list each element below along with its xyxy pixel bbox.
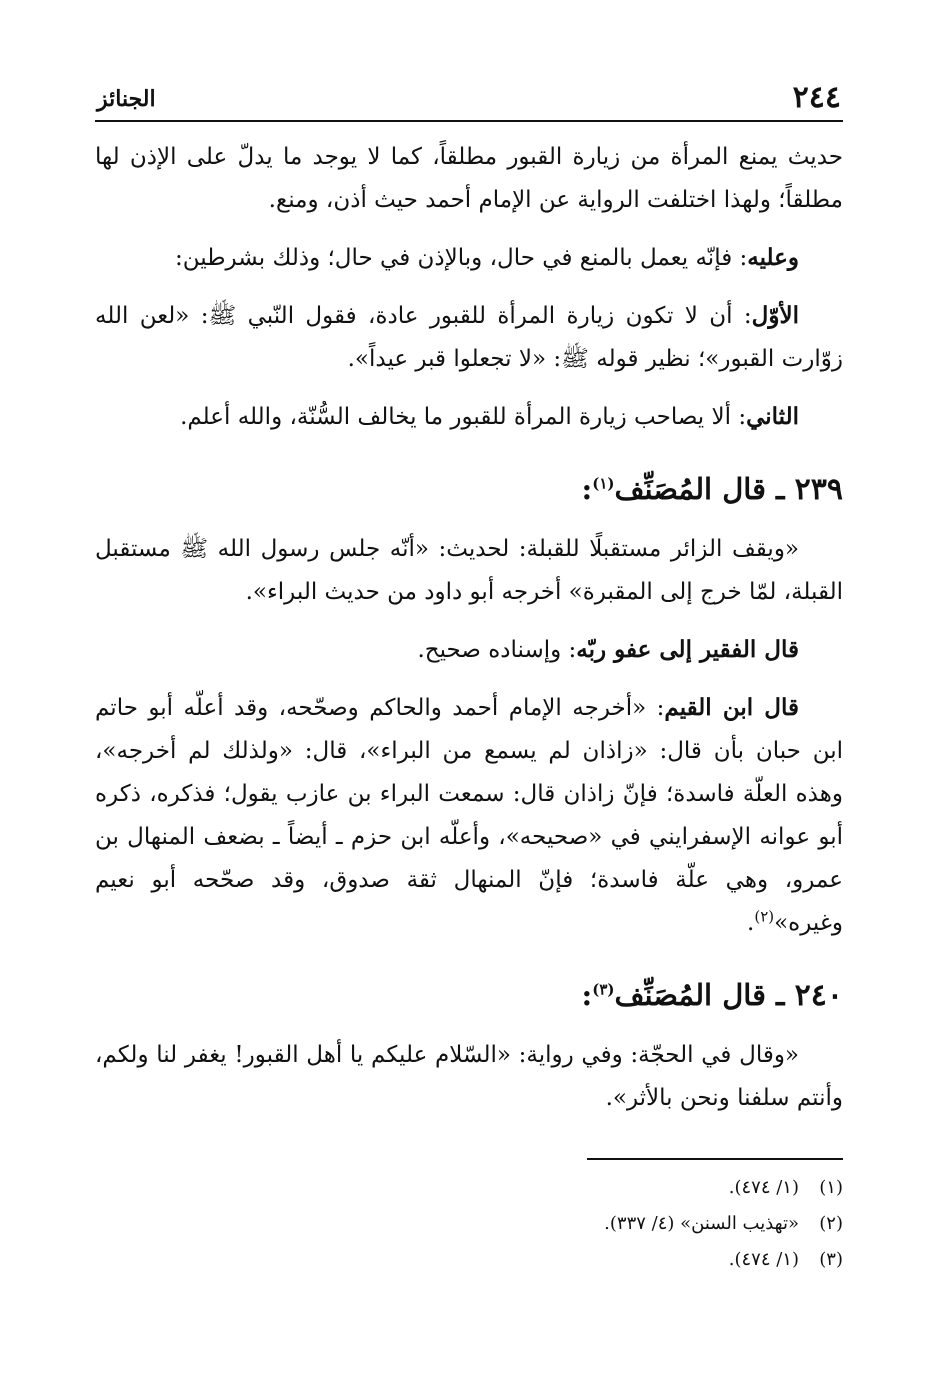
footnote-number: (٢) — [819, 1213, 843, 1234]
paragraph — [95, 395, 843, 439]
paragraph-text: : «أخرجه الإمام أحمد والحاكم وصحّحه، وقد أعلّه أبو حاتم ابن حبان بأن قال: «زاذان لم يسمع من البراء»، قال: «ولذلك لم أخرجه»، وهذه العلّة فاسدة؛ فإنّ زاذان قال: سمعت البراء بن عازب يقول؛ فذكره، ذكره أبو عوانه الإسفرايني في «صحيحه»، وأعلّه ابن حزم ـ أيضاً ـ بضعف المنهال بن عمرو، وهي علّة فاسدة؛ فإنّ المنهال ثقة صدوق، وقد صحّحه أبو نعيم وغيره» — [95, 695, 843, 936]
footnote-number: (٣) — [819, 1249, 843, 1270]
paragraph-text: «وقال في الحجّة: وفي رواية: «السّلام عليكم يا أهل القبور! يغفر لنا ولكم، وأنتم سلفنا ونحن بالأثر». — [95, 1042, 843, 1111]
footnote-divider — [587, 1158, 843, 1160]
paragraph-text: : أن لا تكون زيارة المرأة للقبور عادة، فقول النّبي ﷺ: «لعن الله زوّارت القبور»؛ نظير قوله ﷺ: «لا تجعلوا قبر عيداً». — [95, 303, 843, 372]
section-number: ٢٤٠ — [794, 978, 843, 1013]
footnote-ref: (١) — [592, 474, 615, 493]
section-colon: : — [581, 472, 593, 506]
paragraph-text: : فإنّه يعمل بالمنع في حال، وبالإذن في حال؛ وذلك بشرطين: — [175, 245, 748, 271]
paragraph-lead: قال الفقير إلى عفو ربّه — [576, 636, 799, 663]
footnote-number: (١) — [819, 1177, 843, 1198]
paragraph-text: : ألا يصاحب زيارة المرأة للقبور ما يخالف السُّنّة، والله أعلم. — [180, 404, 747, 430]
footnote-ref: (٣) — [592, 980, 615, 999]
paragraph — [95, 628, 843, 672]
page-number: ٢٤٤ — [792, 80, 841, 115]
paragraph-lead: قال ابن القيم — [664, 694, 800, 721]
footnote-ref: (٢) — [754, 907, 775, 926]
section-title: ـ قال المُصَنِّف — [614, 978, 795, 1012]
section-title: ـ قال المُصَنِّف — [614, 472, 795, 506]
paragraph — [95, 294, 843, 381]
section-colon: : — [581, 978, 593, 1012]
paragraph — [95, 686, 843, 945]
footnote-text: (١/ ٤٧٤). — [728, 1177, 799, 1198]
running-title: الجنائز — [97, 86, 156, 112]
section-number: ٢٣٩ — [794, 472, 843, 507]
footnote — [95, 1206, 843, 1242]
page-header — [95, 70, 843, 122]
paragraph — [95, 528, 843, 614]
paragraph-end: . — [747, 910, 755, 936]
paragraph — [95, 1034, 843, 1120]
paragraph — [95, 136, 843, 222]
footnotes — [95, 1158, 843, 1278]
paragraph-lead: وعليه — [747, 244, 799, 271]
paragraph — [95, 236, 843, 280]
section-heading-239 — [95, 467, 843, 512]
footnote — [95, 1242, 843, 1278]
footnote-text: «تهذيب السنن» (٤/ ٣٣٧). — [604, 1213, 799, 1234]
paragraph-lead: الثاني — [746, 403, 799, 430]
paragraph-lead: الأوّل — [751, 302, 799, 329]
footnote — [95, 1170, 843, 1206]
footnote-text: (١/ ٤٧٤). — [728, 1249, 799, 1270]
book-page — [95, 70, 843, 1278]
paragraph-text: «ويقف الزائر مستقبلًا للقبلة: لحديث: «أنّه جلس رسول الله ﷺ مستقبل القبلة، لمّا خرج إلى المقبرة» أخرجه أبو داود من حديث البراء». — [95, 536, 843, 605]
paragraph-text: حديث يمنع المرأة من زيارة القبور مطلقاً، كما لا يوجد ما يدلّ على الإذن لها مطلقاً؛ ولهذا اختلفت الرواية عن الإمام أحمد حيث أذن، ومنع. — [95, 144, 843, 213]
section-heading-240 — [95, 973, 843, 1018]
paragraph-text: : وإسناده صحيح. — [417, 637, 577, 663]
